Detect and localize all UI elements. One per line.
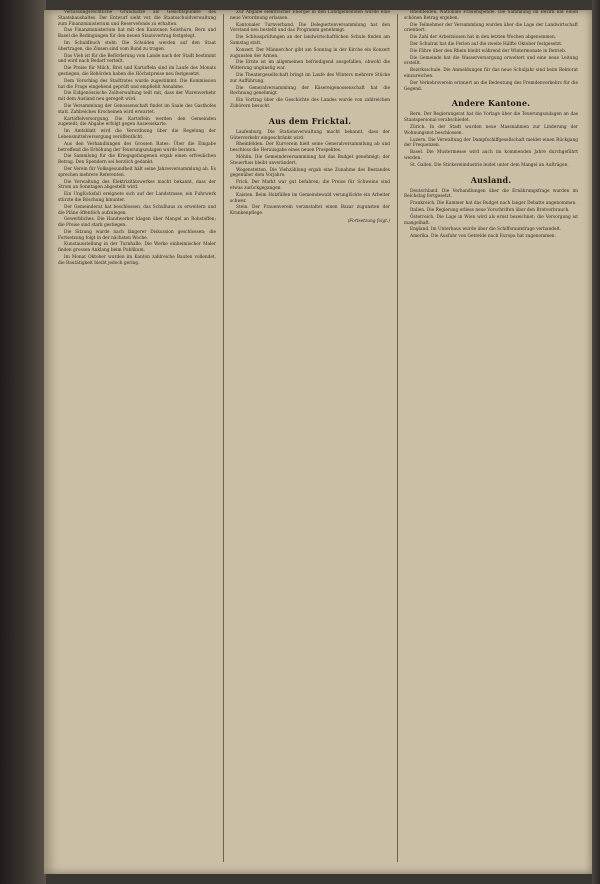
column-1 <box>58 10 216 862</box>
column-2 <box>230 10 390 862</box>
article-paragraph: Dem Vorschlag des Stadtrates wurde zugestimmt. Die Kommission hat die Frage eingehend geprüft und empfiehlt Annahme. <box>58 78 216 90</box>
article-paragraph: Im Amtsblatt wird die Verordnung über die Regelung der Lebensmittelversorgung veröffentlicht. <box>58 129 216 140</box>
article-paragraph: Im Schuldbuch steht: Die Schulden werden auf den Staat übertragen, die Zinsen sind vom Bund zu tragen. <box>58 40 216 52</box>
article-paragraph: Die Gemeinde hat die Wasserversorgung erweitert und eine neue Leitung erstellt. <box>404 55 578 67</box>
article-paragraph: Ein Vortrag über die Geschichte des Landes wurde von zahlreichen Zuhörern besucht. <box>230 98 390 109</box>
article-paragraph: Möhlin. Die Gemeindeversammlung hat das Budget genehmigt; der Steuerfuss bleibt unverändert. <box>230 154 390 166</box>
article-paragraph: Konzert. Der Männerchor gibt am Sonntag in der Kirche ein Konzert zugunsten der Armen. <box>230 47 390 59</box>
article-paragraph: Die Generalversammlung der Käsereigenossenschaft hat die Rechnung genehmigt. <box>230 85 390 97</box>
article-paragraph: Die Teilnehmer der Versammlung wurden über die Lage der Landwirtschaft orientiert. <box>404 22 578 34</box>
column-rule <box>223 14 224 862</box>
article-paragraph: Die Ernte ist im allgemeinen befriedigend ausgefallen, obwohl die Witterung ungünstig war. <box>230 60 390 72</box>
article-paragraph: Rheinfelden. Nationale Frauenspende. Die Sammlung im Bezirk hat einen schönen Betrag ergeben. <box>404 10 578 21</box>
continuation-note: (Fortsetzung folgt.) <box>347 218 390 224</box>
page-edge <box>592 0 600 884</box>
newspaper-page <box>44 10 592 874</box>
article-paragraph: Deutschland. Die Verhandlungen über die Ernährungsfrage wurden im Reichstag fortgesetzt. <box>404 188 578 200</box>
article-paragraph: Das Vieh ist für die Beförderung vom Lande nach der Stadt bestimmt und wird nach Bedarf verteilt. <box>58 53 216 65</box>
book-binding <box>0 0 46 884</box>
article-paragraph: Die Sitzung wurde nach längerer Diskussion geschlossen; die Fortsetzung folgt in der nächsten Woche. <box>58 229 216 241</box>
article-paragraph: Der Gemeinderat hat beschlossen, das Schulhaus zu erweitern und die Pläne öffentlich aufzulegen. <box>58 204 216 216</box>
section-heading: Ausland. <box>470 174 512 185</box>
article-paragraph: Die Fähre über den Rhein bleibt während der Wintermonate in Betrieb. <box>410 48 567 54</box>
article-paragraph: Ein Unglücksfall ereignete sich auf der Landstrasse; ein Fuhrwerk stürzte die Böschung hinunter. <box>58 192 216 203</box>
article-paragraph: Zürich. In der Stadt wurden neue Massnahmen zur Linderung der Wohnungsnot beschlossen. <box>404 124 578 136</box>
article-paragraph: Die Schlussprüfungen an der landwirtschaftlichen Schule finden am Samstag statt. <box>230 35 390 46</box>
article-paragraph: Kantonaler Turnverband. Die Delegiertenversammlung hat den Vorstand neu bestellt und das Programm genehmigt. <box>230 22 390 34</box>
article-paragraph: Frankreich. Die Kammer hat das Budget nach langer Debatte angenommen. <box>410 201 577 207</box>
article-paragraph: Der Verkehrsverein erinnert an die Bedeutung des Fremdenverkehrs für die Gegend. <box>404 80 578 92</box>
article-paragraph: Die Eidgenössische Zollverwaltung teilt mit, dass der Warenverkehr mit dem Ausland neu geregelt wird. <box>58 91 216 103</box>
article-paragraph: Rheinfelden. Der Kurverein hielt seine Generalversammlung ab und beschloss die Herausgabe eines neuen Prospektes. <box>230 142 390 154</box>
article-paragraph: Die Verwaltung des Elektrizitätswerkes macht bekannt, dass der Strom an Sonntagen abgestellt wird. <box>58 179 216 191</box>
article-paragraph: Kaisten. Beim Holzfällen im Gemeindewald verunglückte ein Arbeiter schwer. <box>230 192 390 204</box>
column-rule <box>397 14 398 862</box>
article-paragraph: Verfassungsrechtliche Grundsätze als Gesichtspunkte des Staatshaushaltes. Der Entwurf sieht vor, die Staatsschuldverwaltung zum Finanzministerium und Reservefonds zu erhalten. <box>58 10 216 27</box>
article-paragraph: Bern. Der Regierungsrat hat die Vorlage über die Teuerungszulagen an das Staatspersonal verabschiedet. <box>404 112 578 124</box>
article-paragraph: Wegenstetten. Die Viehzählung ergab eine Zunahme des Bestandes gegenüber dem Vorjahre. <box>230 167 390 179</box>
article-paragraph: Die Zahl der Arbeitslosen hat in den letzten Wochen abgenommen. <box>410 35 557 41</box>
article-paragraph: England. Im Unterhaus wurde über die Schiffsraumfrage verhandelt. <box>410 227 561 233</box>
article-paragraph: Der Verein für Volksgesundheit hält seine Jahresversammlung ab. Es sprechen mehrere Referenten. <box>58 166 216 178</box>
column-3 <box>404 10 578 862</box>
article-paragraph: Frick. Der Markt war gut befahren; die Preise für Schweine sind etwas zurückgegangen. <box>230 180 390 191</box>
article-paragraph: Zur Abgabe elektrischer Energie in den Landgemeinden wurde eine neue Verordnung erlassen. <box>230 10 390 21</box>
article-paragraph: Bezirksschule. Die Anmeldungen für das neue Schuljahr sind beim Rektorat einzureichen. <box>404 68 578 79</box>
article-paragraph: Stein. Der Frauenverein veranstaltet einen Bazar zugunsten der Krankenpflege. <box>230 205 390 217</box>
article-paragraph: Die Sammlung für die Kriegsgefangenen ergab einen erfreulichen Betrag. Den Spendern sei herzlich gedankt. <box>58 154 216 166</box>
article-paragraph: Amerika. Die Ausfuhr von Getreide nach Europa hat zugenommen. <box>410 234 556 240</box>
article-paragraph: Im Monat Oktober wurden im Kanton zahlreiche Bauten vollendet, die Bautätigkeit bleibt jedoch gering. <box>58 255 216 266</box>
article-paragraph: Das Finanzministerium hat mit den Kantonen Solothurn, Bern und Basel die Bedingungen für den neuen Staatsvertrag festgelegt. <box>58 28 216 40</box>
article-paragraph: Die Theatergesellschaft bringt im Laufe des Winters mehrere Stücke zur Aufführung. <box>230 72 390 84</box>
section-heading: Andere Kantone. <box>451 98 531 109</box>
article-paragraph: St. Gallen. Die Stickereiindustrie leidet unter dem Mangel an Aufträgen. <box>410 162 569 168</box>
section-heading: Aus dem Fricktal. <box>268 115 352 126</box>
article-paragraph: Österreich. Die Lage in Wien wird als ernst bezeichnet; die Versorgung ist mangelhaft. <box>404 214 578 226</box>
article-paragraph: Aus den Verhandlungen des Grossen Rates: Über die Eingabe betreffend die Erhöhung der Teuerungszulagen wurde beraten. <box>58 141 216 153</box>
article-paragraph: Italien. Die Regierung erliess neue Vorschriften über den Brotverbrauch. <box>410 207 570 213</box>
article-paragraph: Die Versammlung der Genossenschaft findet im Saale des Gasthofes statt. Zahlreiches Erscheinen wird erwartet. <box>58 103 216 115</box>
article-paragraph: Kartoffelversorgung. Die Kartoffeln werden den Gemeinden zugeteilt; die Abgabe erfolgt gegen Ausweiskarte. <box>58 116 216 128</box>
article-paragraph: Luzern. Die Verwaltung der Dampfschiffgesellschaft meldet einen Rückgang der Frequenzen. <box>404 137 578 149</box>
article-paragraph: Gewerbliches. Die Handwerker klagen über Mangel an Rohstoffen; die Preise sind stark gestiegen. <box>58 217 216 229</box>
article-paragraph: Die Preise für Milch, Brot und Kartoffeln sind im Laufe des Monats gestiegen; die Behörden haben die Höchstpreise neu festgesetzt. <box>58 66 216 77</box>
article-paragraph: Laufenburg. Die Stationsverwaltung macht bekannt, dass der Güterverkehr eingeschränkt wird. <box>230 129 390 141</box>
article-paragraph: Der Schulrat hat die Ferien auf die zweite Hälfte Oktober festgesetzt. <box>410 41 563 47</box>
article-paragraph: Basel. Die Mustermesse wird auch im kommenden Jahre durchgeführt werden. <box>404 150 578 161</box>
article-paragraph: Kunstausstellung in der Turnhalle. Die Werke einheimischer Maler finden grossen Anklang beim Publikum. <box>58 242 216 254</box>
